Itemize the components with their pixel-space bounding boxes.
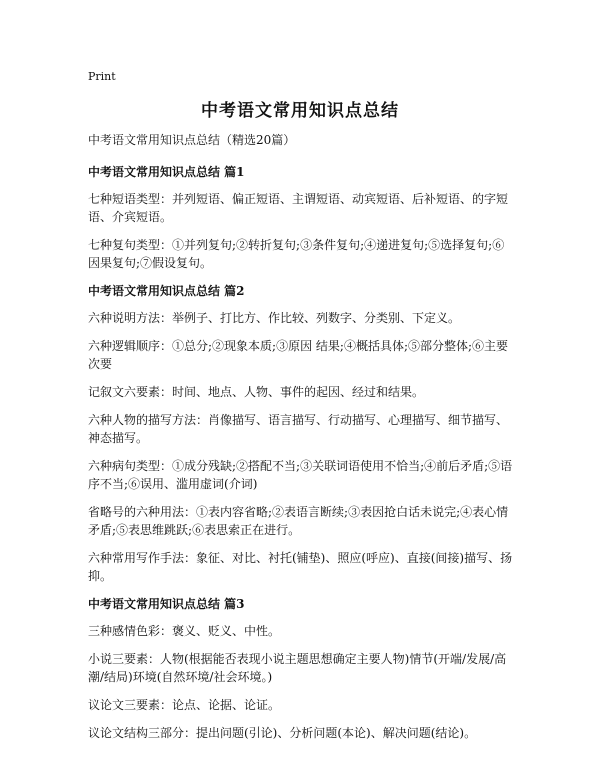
paragraph: 三种感情色彩：褒义、贬义、中性。 bbox=[88, 624, 281, 638]
section-heading: 中考语文常用知识点总结 篇1 bbox=[88, 165, 245, 179]
page-title: 中考语文常用知识点总结 bbox=[201, 101, 399, 121]
print-label[interactable]: Print bbox=[88, 70, 116, 83]
section-heading: 中考语文常用知识点总结 篇3 bbox=[88, 597, 245, 611]
document-body bbox=[88, 131, 516, 752]
document-subtitle: 中考语文常用知识点总结（精选20篇） bbox=[88, 133, 296, 147]
paragraph: 议论文三要素：论点、论据、论证。 bbox=[88, 698, 281, 712]
paragraph: 小说三要素：人物(根据能否表现小说主题思想确定主要人物)情节(开端/发展/高潮/结局)环境(自然环境/社会环境。) bbox=[88, 652, 507, 684]
paragraph: 六种说明方法：举例子、打比方、作比较、列数字、分类别、下定义。 bbox=[88, 311, 461, 325]
section-2 bbox=[88, 282, 516, 585]
paragraph: 六种人物的描写方法：肖像描写、语言描写、行动描写、心理描写、细节描写、神态描写。 bbox=[88, 413, 509, 445]
section-heading: 中考语文常用知识点总结 篇2 bbox=[88, 284, 245, 298]
paragraph: 六种病句类型：①成分残缺;②搭配不当;③关联词语使用不恰当;④前后矛盾;⑤语序不当;⑥误用、滥用虚词(介词) bbox=[88, 459, 513, 491]
paragraph: 七种短语类型：并列短语、偏正短语、主谓短语、动宾短语、后补短语、的字短语、介宾短语。 bbox=[88, 192, 509, 224]
paragraph: 议论文结构三部分：提出问题(引论)、分析问题(本论)、解决问题(结论)。 bbox=[88, 726, 477, 740]
section-3 bbox=[88, 595, 516, 742]
paragraph: 记叙文六要素：时间、地点、人物、事件的起因、经过和结果。 bbox=[88, 385, 425, 399]
paragraph: 省略号的六种用法：①表内容省略;②表语言断续;③表因抢白话未说完;④表心情矛盾;⑤表思维跳跃;⑥表思索正在进行。 bbox=[88, 505, 509, 537]
paragraph: 七种复句类型：①并列复句;②转折复句;③条件复句;④递进复句;⑤选择复句;⑥因果复句;⑦假设复句。 bbox=[88, 238, 505, 270]
paragraph: 六种常用写作手法：象征、对比、衬托(铺垫)、照应(呼应)、直接(间接)描写、扬抑。 bbox=[88, 551, 513, 583]
section-1 bbox=[88, 163, 516, 272]
paragraph: 六种逻辑顺序：①总分;②现象本质;③原因 结果;④概括具体;⑤部分整体;⑥主要次要 bbox=[88, 339, 509, 371]
